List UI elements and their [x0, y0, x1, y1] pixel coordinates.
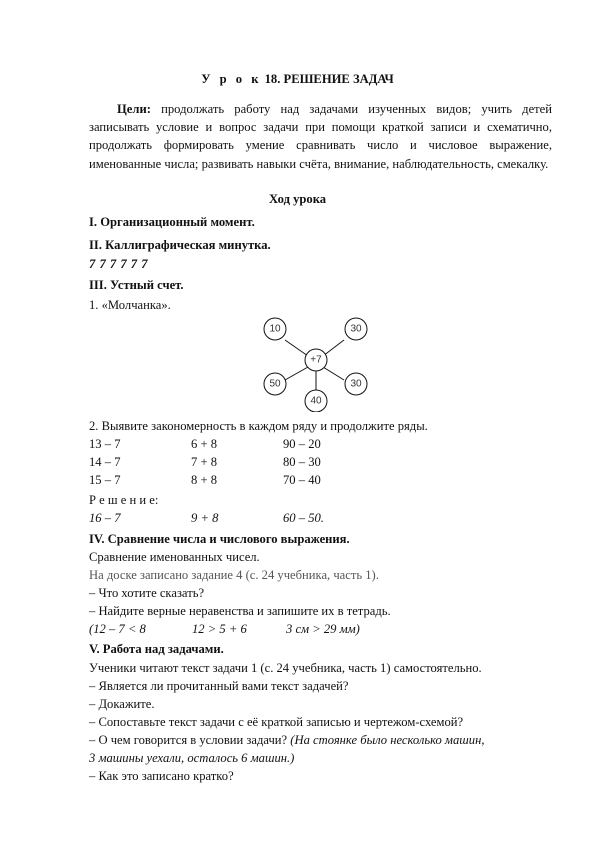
solution-col-2: 9 + 8	[191, 511, 219, 525]
row-2-col-2: 7 + 8	[191, 455, 217, 469]
calligraphy-sevens: 7 7 7 7 7 7	[89, 257, 149, 271]
row-3-col-2: 8 + 8	[191, 473, 217, 487]
question-6-answer-a: (На стоянке было несколько машин,	[290, 733, 485, 747]
goals-paragraph	[89, 100, 552, 173]
spoke-line	[323, 340, 344, 356]
section-2-heading: II. Каллиграфическая минутка.	[89, 238, 271, 252]
node-label: 50	[269, 378, 281, 390]
lesson-title	[0, 72, 595, 87]
question-7: – Как это записано кратко?	[89, 769, 234, 783]
node-label: 30	[350, 323, 362, 335]
inequality-2: 12 > 5 + 6	[192, 622, 247, 636]
section-3-heading: III. Устный счет.	[89, 278, 184, 292]
section-5-heading: V. Работа над задачами.	[89, 642, 224, 656]
spoke-line	[285, 340, 308, 356]
row-3-col-3: 70 – 40	[283, 473, 321, 487]
row-1-col-2: 6 + 8	[191, 437, 217, 451]
board-task-note: На доске записано задание 4 (с. 24 учебника, часть 1).	[89, 568, 379, 582]
silent-game-diagram	[250, 312, 380, 412]
row-1-col-1: 13 – 7	[89, 437, 121, 451]
lesson-title-text: 18. РЕШЕНИЕ ЗАДАЧ	[264, 72, 394, 86]
row-2-col-1: 14 – 7	[89, 455, 121, 469]
item-2-pattern-task: 2. Выявите закономерность в каждом ряду и продолжите ряды.	[89, 419, 428, 433]
inequality-1: (12 – 7 < 8	[89, 622, 146, 636]
row-1-col-3: 90 – 20	[283, 437, 321, 451]
row-3-col-1: 15 – 7	[89, 473, 121, 487]
question-6	[89, 732, 484, 748]
question-1: – Что хотите сказать?	[89, 586, 205, 600]
solution-label: Р е ш е н и е:	[89, 493, 159, 507]
question-2: – Найдите верные неравенства и запишите их в тетрадь.	[89, 604, 391, 618]
question-4: – Докажите.	[89, 697, 155, 711]
solution-col-3: 60 – 50.	[283, 511, 324, 525]
section-1-heading: I. Организационный момент.	[89, 215, 255, 229]
question-3: – Является ли прочитанный вами текст задачей?	[89, 679, 349, 693]
question-6-lead: – О чем говорится в условии задачи?	[89, 733, 288, 747]
lesson-title-prefix: У р о к	[201, 72, 262, 86]
section-4-heading: IV. Сравнение числа и числового выражения.	[89, 532, 350, 546]
center-label: +7	[310, 354, 322, 366]
node-label: 30	[350, 378, 362, 390]
row-2-col-3: 80 – 30	[283, 455, 321, 469]
section-4-subheading: Сравнение именованных чисел.	[89, 550, 260, 564]
question-6-answer-b: 3 машины уехали, осталось 6 машин.)	[89, 751, 295, 765]
inequality-3: 3 см > 29 мм)	[286, 622, 360, 636]
spoke-line	[323, 367, 344, 380]
spoke-line	[285, 367, 308, 380]
solution-col-1: 16 – 7	[89, 511, 121, 525]
question-5: – Сопоставьте текст задачи с её краткой записью и чертежом-схемой?	[89, 715, 464, 729]
node-label: 10	[269, 323, 281, 335]
node-label: 40	[310, 395, 322, 407]
item-1-silent-game: 1. «Молчанка».	[89, 298, 171, 312]
lesson-flow-heading: Ход урока	[268, 192, 327, 206]
goals-text: продолжать работу над задачами изученных видов; учить детей записывать условие и вопрос задачи при помощи краткой записи и схематично, продолжать формировать умение сравнивать число и числовое выражение, именованные числа; развивать навыки счёта, внимание, наблюдательность, смекалку.	[89, 102, 552, 171]
goals-label: Цели:	[117, 102, 151, 116]
students-read-note: Ученики читают текст задачи 1 (с. 24 учебника, часть 1) самостоятельно.	[89, 661, 482, 675]
